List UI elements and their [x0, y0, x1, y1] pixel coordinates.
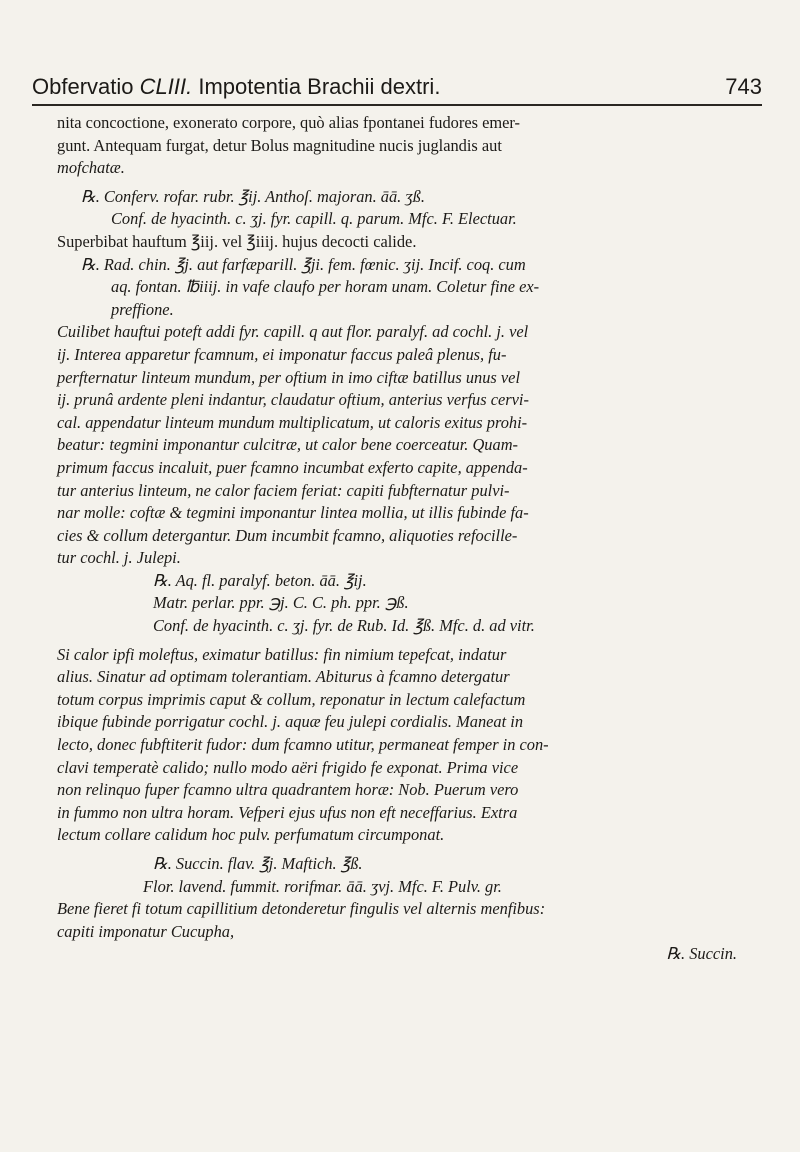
text-line: mofchatæ. [57, 158, 125, 178]
page-number: 743 [725, 74, 762, 99]
text-line: ij. Interea apparetur fcamnum, ei imponatur faccus paleâ plenus, fu- [57, 344, 507, 364]
text-line: nar molle: coftæ & tegmini imponantur lintea mollia, ut illis fubinde fa- [57, 503, 529, 523]
recipe-line: preffione. [111, 299, 174, 319]
text-line: lecto, donec fubftiterit fudor: dum fcamno utitur, permaneat femper in con- [57, 735, 549, 755]
text-line: non relinquo fuper fcamno ultra quadrantem horæ: Nob. Puerum vero [57, 780, 519, 800]
text-line: perfternatur linteum mundum, per oftium in imo ciftæ batillus unus vel [57, 367, 521, 387]
text-line: clavi temperatè calido; nullo modo aëri frigido fe exponat. Prima vice [57, 757, 519, 777]
text-line: Bene fieret fi totum capillitium detonderetur fingulis vel alternis menfibus: [57, 899, 546, 919]
text-line: tur anterius linteum, ne calor faciem feriat: capiti fubfternatur pulvi- [57, 480, 510, 500]
text-line: gunt. Antequam furgat, detur Bolus magnitudine nucis juglandis aut [57, 135, 502, 155]
text-line: Cuilibet hauftui poteft addi fyr. capill. q aut flor. paralyf. ad cochl. j. vel [57, 322, 529, 342]
text-line: lectum collare calidum hoc pulv. perfumatum circumponat. [57, 825, 445, 845]
text-line: tur cochl. j. Julepi. [57, 548, 181, 568]
text-line: in fummo non ultra horam. Vefperi ejus ufus non eft neceffarius. Extra [57, 802, 518, 822]
recipe-line: Matr. perlar. ppr. ℈j. C. C. ph. ppr. ℈ß. [153, 593, 409, 613]
recipe-line: ℞. Rad. chin. ℥j. aut farfæparill. ℥ji. fem. fœnic. ʒij. Incif. coq. cum [81, 254, 526, 274]
text-line: alius. Sinatur ad optimam tolerantiam. Abiturus à fcamno detergatur [57, 667, 510, 687]
text-line: ij. prunâ ardente pleni indantur, claudatur oftium, anterius verfus cervi- [57, 390, 529, 410]
recipe-line: aq. fontan. ℔iiij. in vafe claufo per horam unam. Coletur fine ex- [111, 277, 540, 297]
recipe-line: ℞. Succin. flav. ℥j. Maftich. ℥ß. [153, 854, 363, 873]
text-line: Si calor ipfi moleftus, eximatur batillus: fin nimium tepefcat, indatur [57, 644, 507, 664]
body-text [57, 112, 737, 966]
recipe-line: ℞. Aq. fl. paralyf. beton. āā. ℥ij. [153, 570, 367, 590]
catchword: ℞. Succin. [666, 944, 737, 964]
text-line: beatur: tegmini imponantur culcitræ, ut calor bene coerceatur. Quam- [57, 435, 518, 455]
text-line: primum faccus incaluit, puer fcamno incumbat exferto capite, appenda- [57, 457, 528, 477]
recipe-line: Flor. lavend. fummit. rorifmar. āā. ʒvj. Mfc. F. Pulv. gr. [143, 876, 502, 896]
text-line: ibique fubinde porrigatur cochl. j. aquæ feu julepi cordialis. Maneat in [57, 712, 524, 732]
text-line: totum corpus imprimis caput & collum, reponatur in lectum calefactum [57, 689, 526, 709]
header-observatio: Obfervatio [32, 74, 134, 99]
header-numeral: CLIII. [139, 74, 193, 99]
header-title: Impotentia Brachii dextri. [198, 74, 441, 99]
text-line: cies & collum detergantur. Dum incumbit fcamno, aliquoties refocille- [57, 525, 518, 545]
recipe-line: ℞. Conferv. rofar. rubr. ℥ij. Anthoſ. majoran. āā. ʒß. [81, 186, 425, 206]
text-line: capiti imponatur Cucupha, [57, 921, 235, 941]
running-header [32, 70, 762, 106]
recipe-line: Conf. de hyacinth. c. ʒj. fyr. de Rub. Id. ℥ß. Mfc. d. ad vitr. [153, 616, 535, 636]
text-line: Superbibat hauftum ℥iij. vel ℥iiij. hujus decocti calide. [57, 231, 417, 251]
recipe-line: Conf. de hyacinth. c. ʒj. fyr. capill. q. parum. Mfc. F. Electuar. [111, 209, 517, 229]
text-line: cal. appendatur linteum mundum multiplicatum, ut caloris exitus prohi- [57, 412, 528, 432]
text-line: nita concoctione, exonerato corpore, quò alias fpontanei fudores emer- [57, 113, 520, 132]
